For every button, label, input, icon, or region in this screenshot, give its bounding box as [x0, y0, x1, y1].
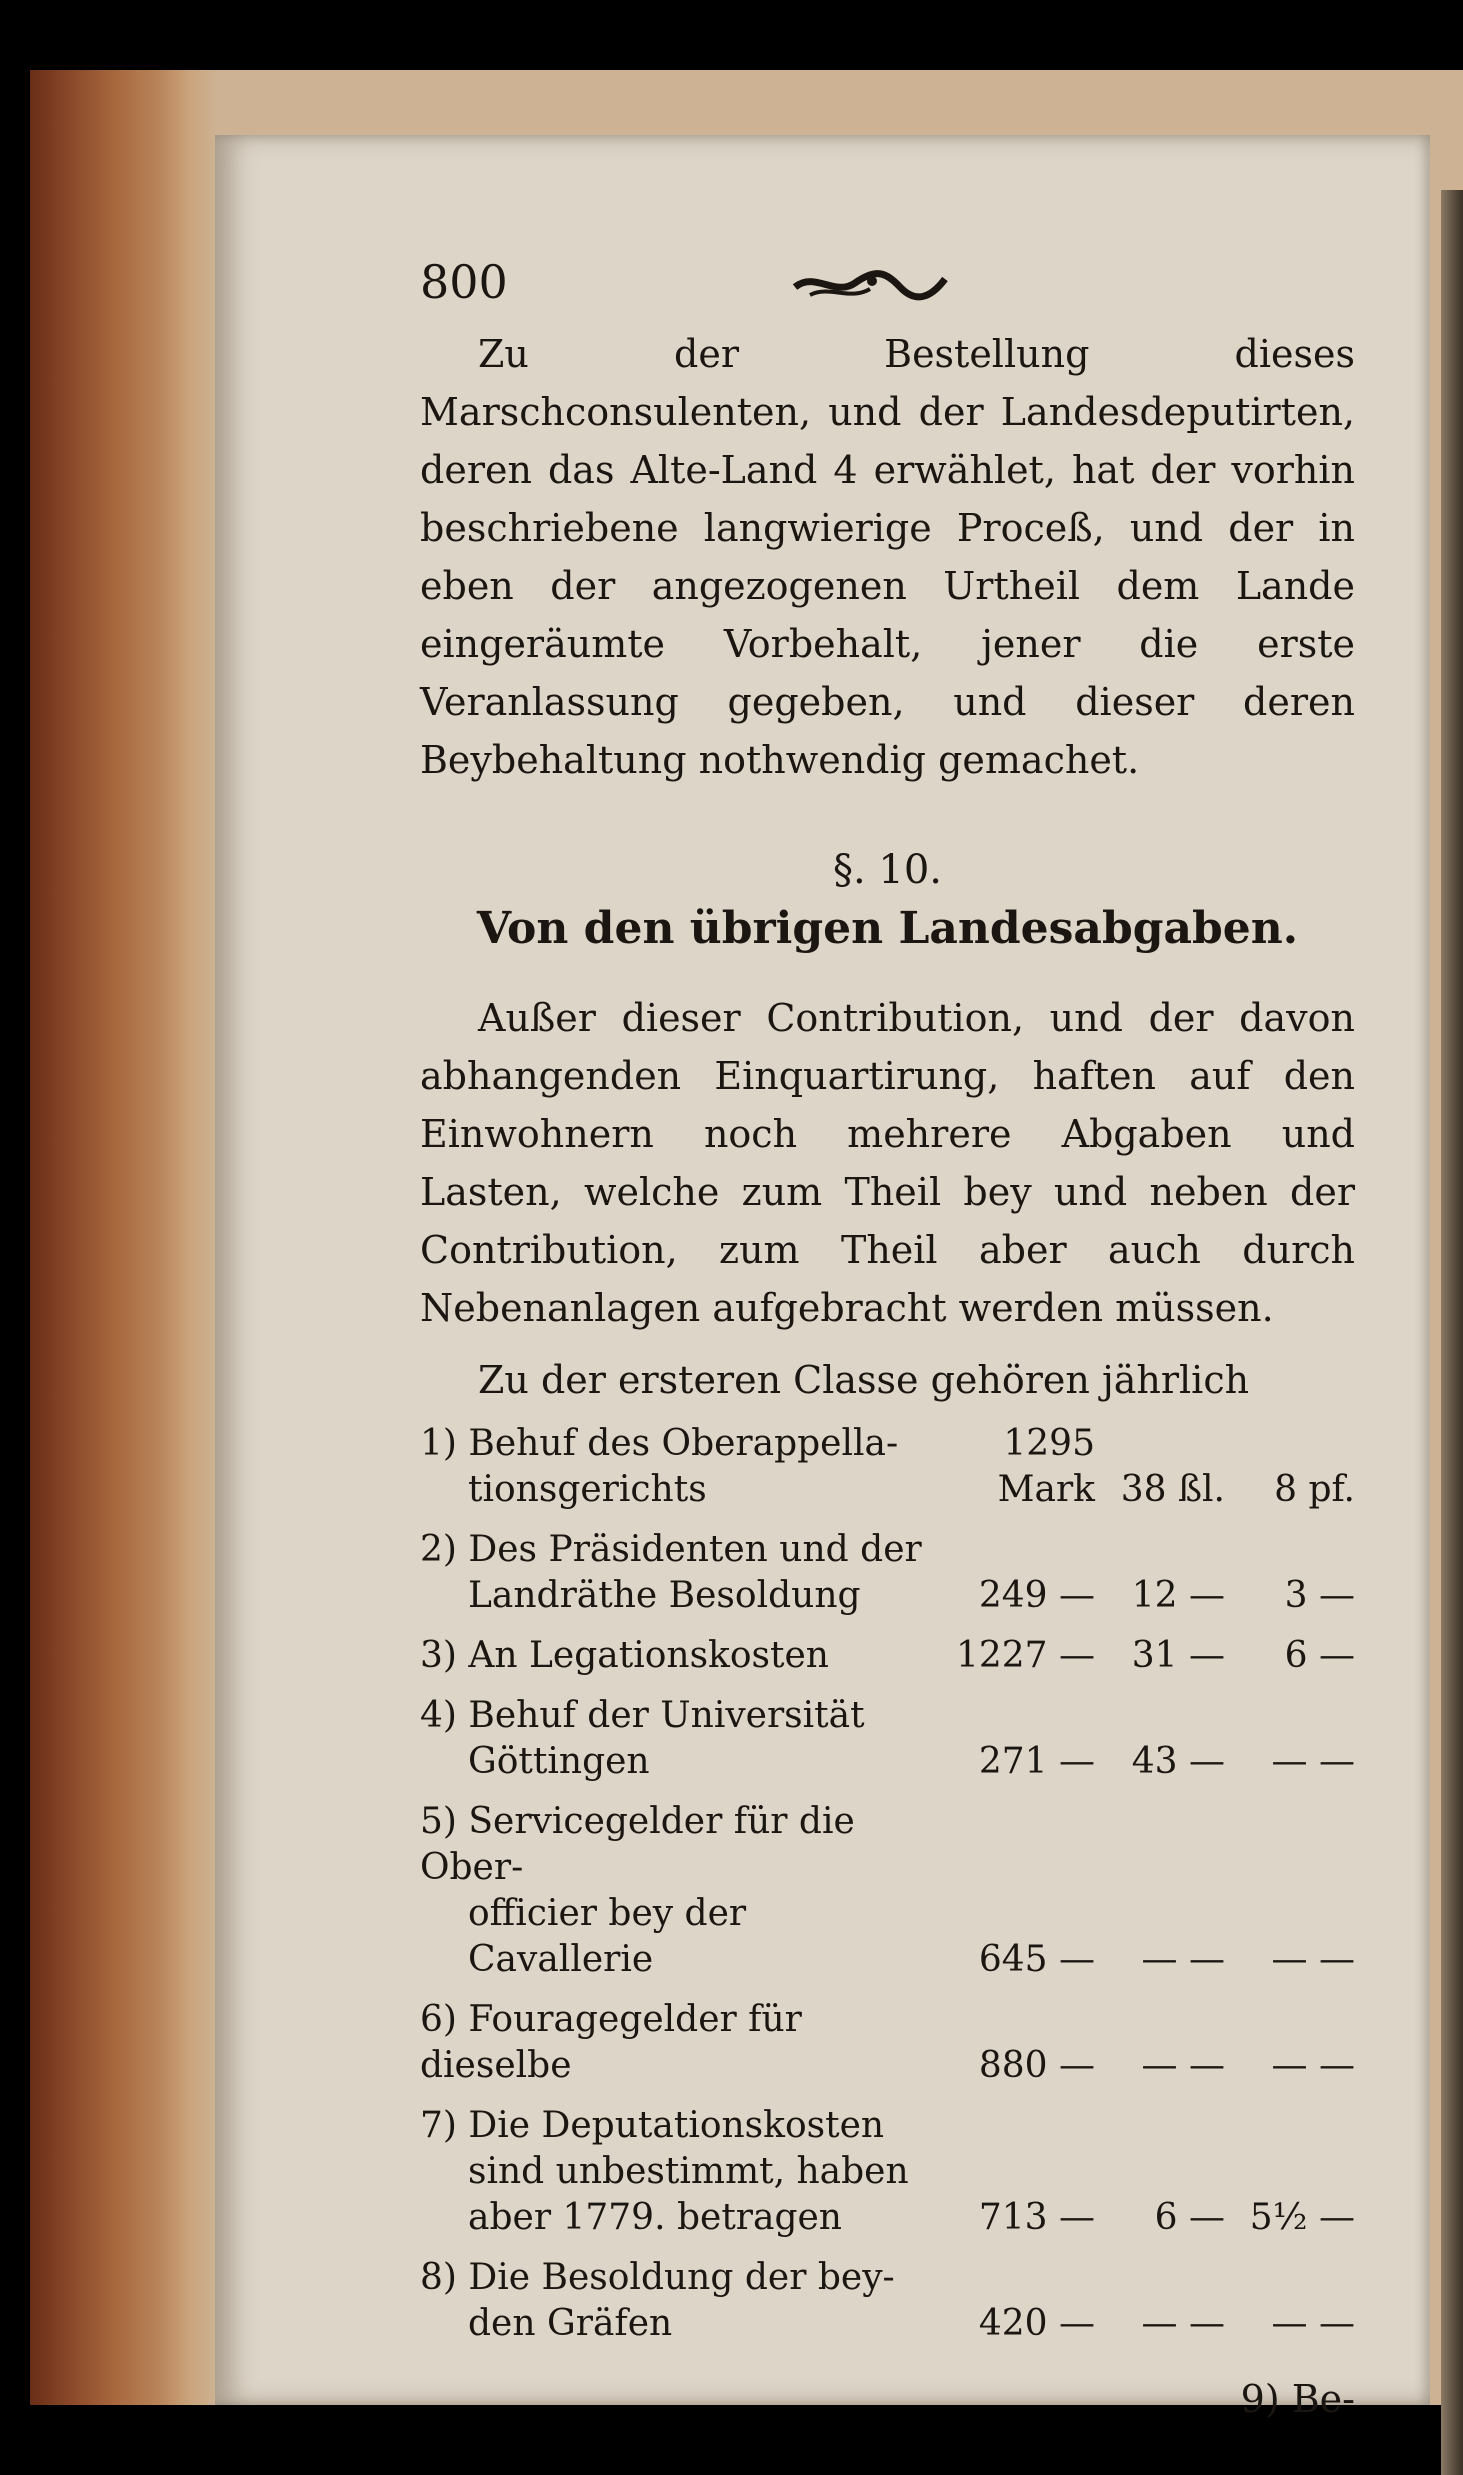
page-header: [420, 255, 1355, 325]
item-label: 3) An Legationskosten: [420, 1635, 829, 1676]
item-label: 4) Behuf der Universität: [420, 1695, 865, 1736]
item-gr: — —: [1141, 2303, 1225, 2344]
item-pf: — —: [1271, 2303, 1355, 2344]
list-item: [420, 1997, 1355, 2089]
item-label: 8) Die Besoldung der bey-: [420, 2257, 895, 2298]
item-amount: 645 —: [978, 1939, 1095, 1980]
item-amount: 271 —: [978, 1741, 1095, 1782]
item-pf: — —: [1271, 1741, 1355, 1782]
book-edge: [1441, 190, 1463, 2475]
list-item: [420, 1421, 1355, 1513]
list-item: [420, 1693, 1355, 1785]
item-gr: — —: [1141, 2045, 1225, 2086]
item-pf: 5½ —: [1249, 2197, 1355, 2238]
item-amount: 420 —: [978, 2303, 1095, 2344]
page-number: 800: [420, 255, 508, 309]
list-item: [420, 2255, 1355, 2347]
paragraph-3: Zu der ersteren Classe gehören jährlich: [478, 1358, 1250, 1402]
item-gr: 31 —: [1131, 1635, 1225, 1676]
item-amount: 249 —: [978, 1575, 1095, 1616]
expense-list: [420, 1421, 1355, 2347]
item-label: 6) Fouragegelder für dieselbe: [420, 1999, 802, 2086]
section-title: Von den übrigen Landesabgaben.: [476, 903, 1299, 954]
item-pf: — —: [1271, 2045, 1355, 2086]
item-label-cont: sind unbestimmt, haben aber 1779. betragen: [468, 2151, 909, 2238]
item-label: 2) Des Präsidenten und der: [420, 1529, 922, 1570]
item-label: 1) Behuf des Oberappella-: [420, 1423, 899, 1464]
list-item: [420, 2103, 1355, 2241]
section-number: §. 10.: [832, 847, 943, 893]
item-label-cont: tionsgerichts: [468, 1469, 707, 1510]
catchword: 9) Be-: [1240, 2377, 1355, 2421]
item-pf: 6 —: [1284, 1635, 1355, 1676]
paragraph-1: Zu der Bestellung dieses Marschconsulenten, und der Landesdeputirten, deren das Alte-Land 4 erwählet, hat der vorhin beschriebene langwierige Proceß, und der in eben der angezogenen Urtheil dem Lande eingeräumte Vorbehalt, jener die erste Veranlassung gegeben, und dieser deren Beybehaltung nothwendig gemachet.: [420, 332, 1355, 782]
item-pf: — —: [1271, 1939, 1355, 1980]
item-gr: — —: [1141, 1939, 1225, 1980]
item-label: 7) Die Deputationskosten: [420, 2105, 885, 2146]
list-item: [420, 1799, 1355, 1983]
item-gr: 6 —: [1154, 2197, 1225, 2238]
item-amount: 1295 Mark: [997, 1423, 1095, 1510]
item-amount: 713 —: [978, 2197, 1095, 2238]
item-label-cont: Göttingen: [468, 1741, 650, 1782]
item-label-cont: den Gräfen: [468, 2303, 673, 2344]
list-item: [420, 1527, 1355, 1619]
item-pf: 8 pf.: [1274, 1469, 1355, 1510]
item-gr: 12 —: [1131, 1575, 1225, 1616]
item-label-cont: officier bey der Cavallerie: [468, 1893, 747, 1980]
item-label: 5) Servicegelder für die Ober-: [420, 1801, 855, 1888]
item-amount: 1227 —: [955, 1635, 1095, 1676]
item-amount: 880 —: [978, 2045, 1095, 2086]
item-gr: 38 ßl.: [1120, 1469, 1225, 1510]
paragraph-2: Außer dieser Contribution, und der davon abhangenden Einquartirung, haften auf den Einwohnern noch mehrere Abgaben und Lasten, welche zum Theil bey und neben der Contribution, zum Theil aber auch durch Nebenanlagen aufgebracht werden müssen.: [420, 996, 1355, 1330]
item-gr: 43 —: [1131, 1741, 1225, 1782]
item-pf: 3 —: [1284, 1575, 1355, 1616]
page-content: [420, 255, 1355, 2421]
ornament-icon: [790, 265, 950, 305]
list-item: [420, 1633, 1355, 1679]
item-label-cont: Landräthe Besoldung: [468, 1575, 861, 1616]
